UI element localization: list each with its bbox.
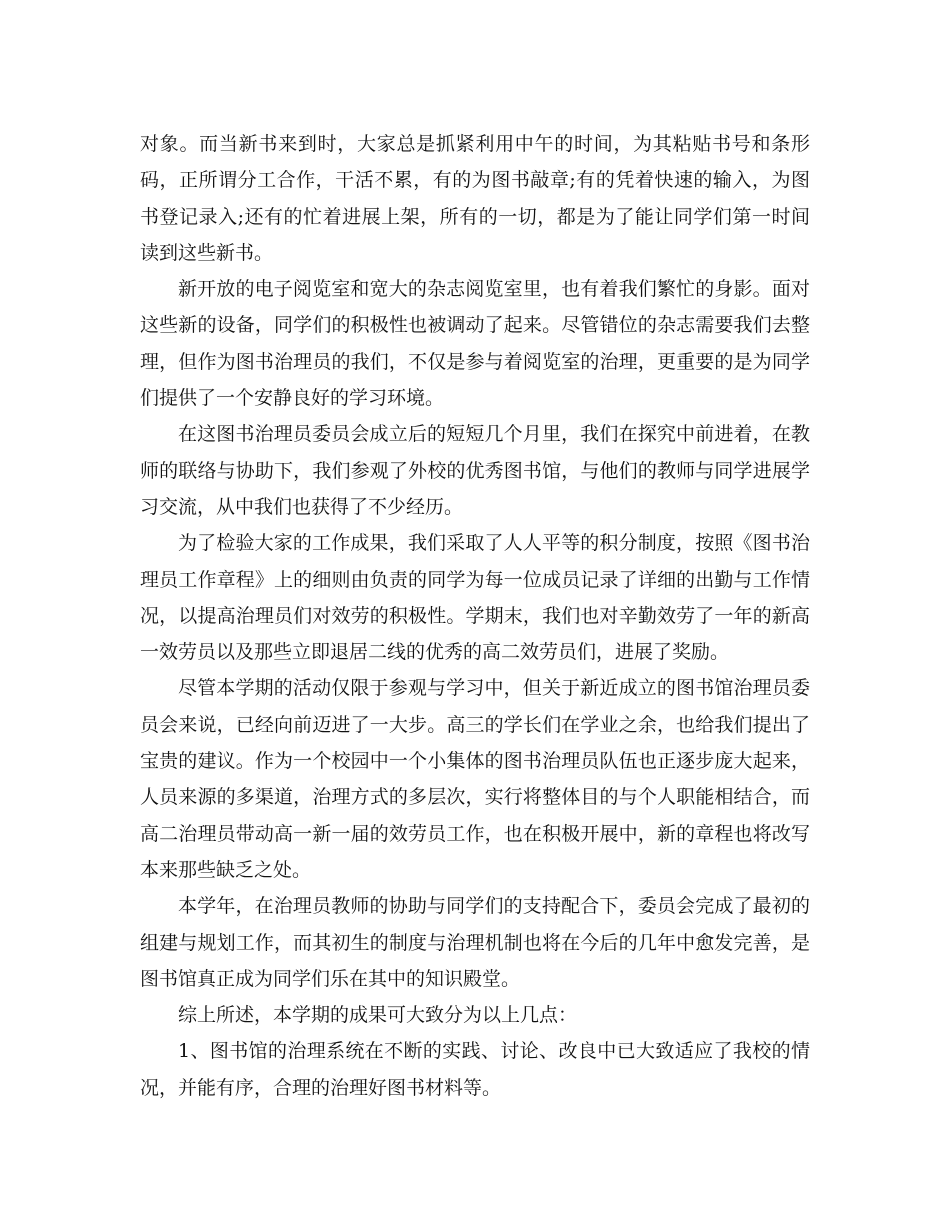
paragraph: 在这图书治理员委员会成立后的短短几个月里，我们在探究中前进着，在教师的联络与协助下，我们参观了外校的优秀图书馆，与他们的教师与同学进展学习交流，从中我们也获得了不少经历。 bbox=[140, 423, 810, 518]
paragraph: 对象。而当新书来到时，大家总是抓紧利用中午的时间，为其粘贴书号和条形码，正所谓分工合作，干活不累，有的为图书敲章;有的凭着快速的输入，为图书登记录入;还有的忙着进展上架，所有的一切，都是为了能让同学们第一时间读到这些新书。 bbox=[140, 133, 810, 264]
paragraph: 综上所述，本学期的成果可大致分为以上几点： bbox=[178, 1004, 578, 1027]
paragraph: 1、图书馆的治理系统在不断的实践、讨论、改良中已大致适应了我校的情况，并能有序，合理的治理好图书材料等。 bbox=[140, 1040, 810, 1099]
paragraph: 本学年，在治理员教师的协助与同学们的支持配合下，委员会完成了最初的组建与规划工作，而其初生的制度与治理机制也将在今后的几年中愈发完善，是图书馆真正成为同学们乐在其中的知识殿堂。 bbox=[140, 895, 810, 990]
paragraph: 新开放的电子阅览室和宽大的杂志阅览室里，也有着我们繁忙的身影。面对这些新的设备，同学们的积极性也被调动了起来。尽管错位的杂志需要我们去整理，但作为图书治理员的我们，不仅是参与着阅览室的治理，更重要的是为同学们提供了一个安静良好的学习环境。 bbox=[140, 278, 810, 410]
document-body bbox=[140, 126, 810, 1106]
paragraph: 尽管本学期的活动仅限于参观与学习中，但关于新近成立的图书馆治理员委员会来说，已经向前迈进了一大步。高三的学长们在学业之余，也给我们提出了宝贵的建议。作为一个校园中一个小集体的图书治理员队伍也正逐步庞大起来，人员来源的多渠道，治理方式的多层次，实行将整体目的与个人职能相结合，而高二治理员带动高一新一届的效劳员工作，也在积极开展中，新的章程也将改写本来那些缺乏之处。 bbox=[140, 677, 810, 881]
paragraph: 为了检验大家的工作成果，我们采取了人人平等的积分制度，按照《图书治理员工作章程》上的细则由负责的同学为每一位成员记录了详细的出勤与工作情况，以提高治理员们对效劳的积极性。学期末，我们也对辛勤效劳了一年的新高一效劳员以及那些立即退居二线的优秀的高二效劳员们，进展了奖励。 bbox=[140, 532, 810, 664]
